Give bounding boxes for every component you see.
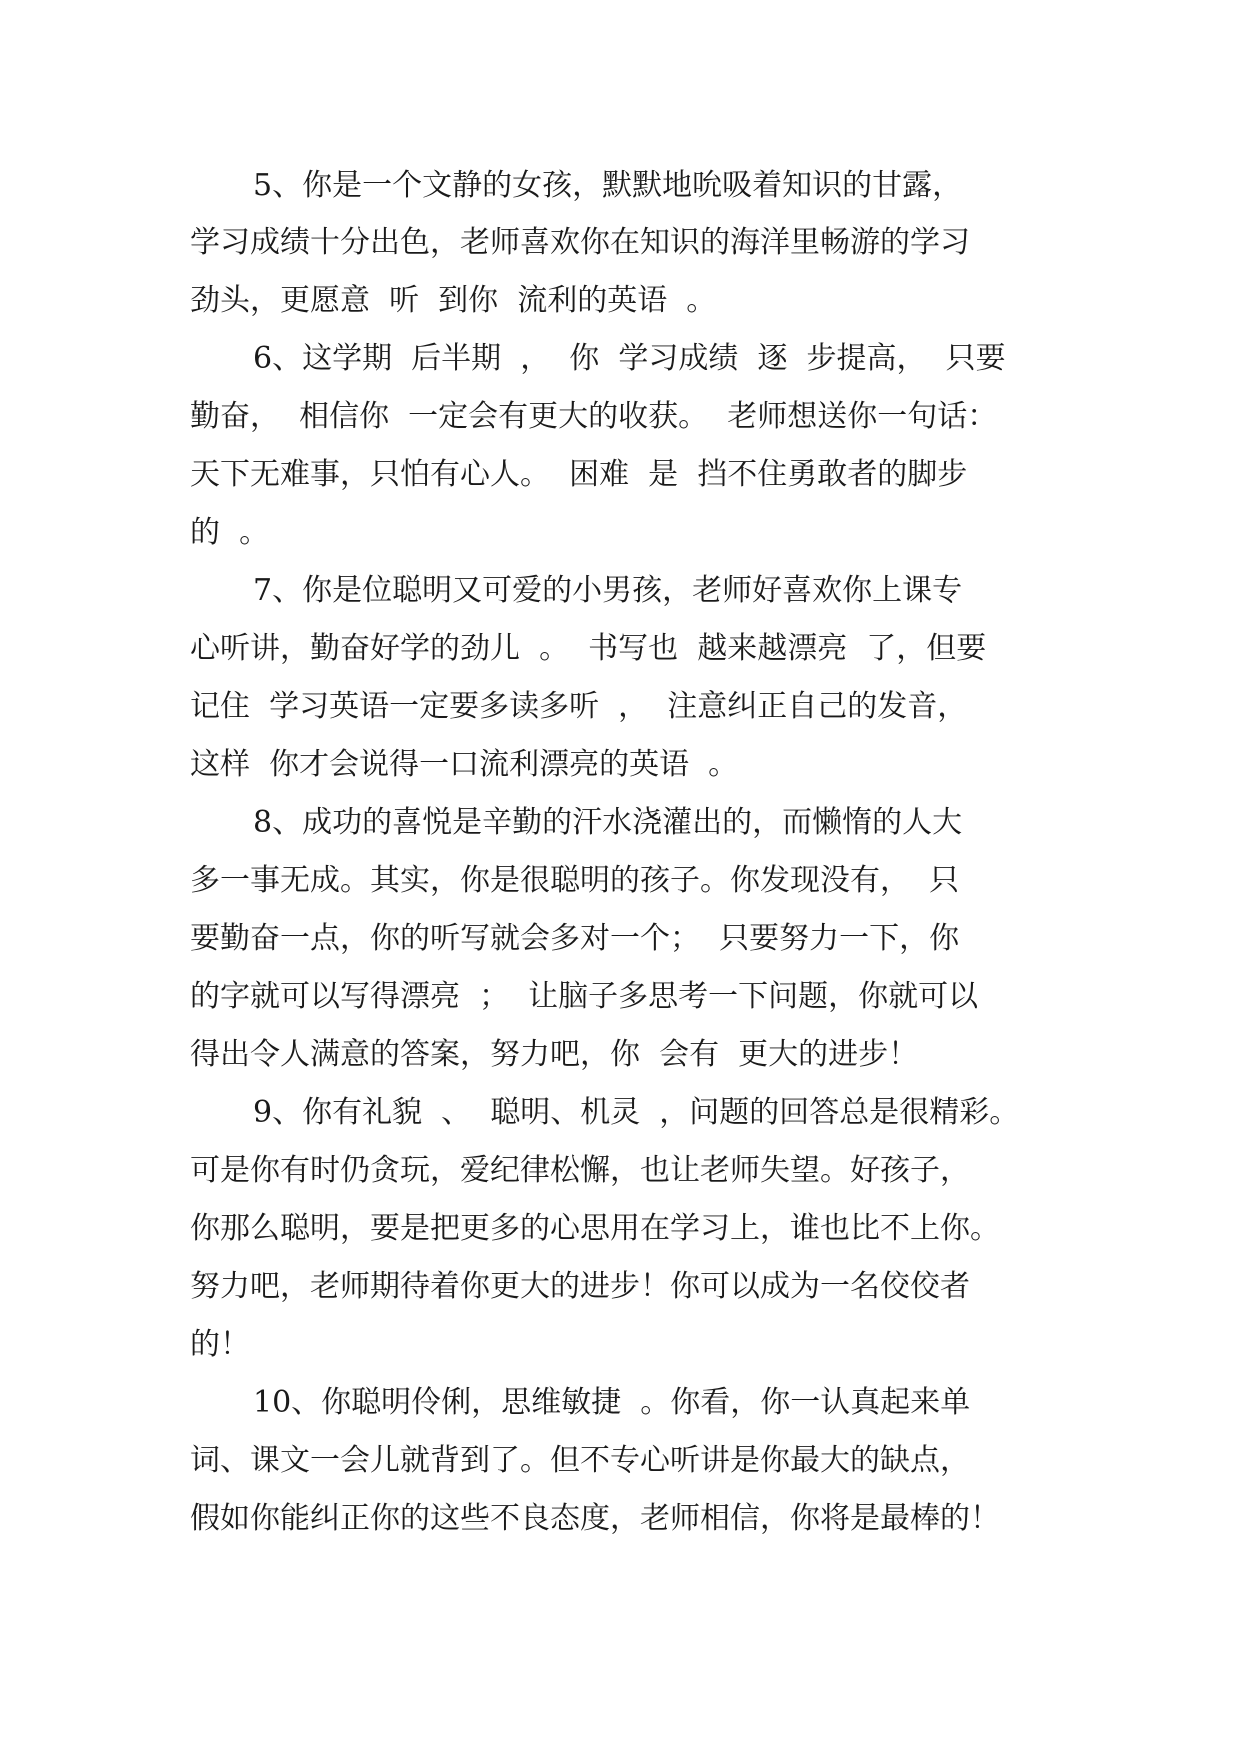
- paragraph-line: 9、你有礼貌 、 聪明、机灵 ，问题的回答总是很精彩。: [253, 1095, 1020, 1130]
- paragraph-line: 天下无难事，只怕有心人。 困难 是 挡不住勇敢者的脚步: [190, 457, 968, 492]
- paragraph-line: 心听讲，勤奋好学的劲儿 。 书写也 越来越漂亮 了，但要: [190, 631, 987, 666]
- paragraph-line: 记住 学习英语一定要多读多听 ， 注意纠正自己的发音，: [190, 689, 968, 724]
- paragraph-line: 多一事无成。其实，你是很聪明的孩子。你发现没有， 只: [190, 863, 960, 898]
- paragraph-line: 勤奋， 相信你 一定会有更大的收获。 老师想送你一句话：: [190, 399, 998, 434]
- paragraph-line: 7、你是位聪明又可爱的小男孩，老师好喜欢你上课专: [253, 573, 963, 608]
- paragraph-line: 5、你是一个文静的女孩，默默地吮吸着知识的甘露，: [253, 168, 963, 203]
- paragraph-line: 得出令人满意的答案，努力吧，你 会有 更大的进步！: [190, 1037, 919, 1072]
- paragraph-line: 8、成功的喜悦是辛勤的汗水浇灌出的，而懒惰的人大: [253, 805, 963, 840]
- paragraph-line: 的 。: [190, 515, 270, 550]
- paragraph-line: 可是你有时仍贪玩，爱纪律松懈，也让老师失望。好孩子，: [190, 1153, 970, 1188]
- paragraph-line: 10、你聪明伶俐，思维敏捷 。你看，你一认真起来单: [253, 1385, 971, 1420]
- paragraph-line: 这样 你才会说得一口流利漂亮的英语 。: [190, 747, 739, 782]
- paragraph-line: 6、这学期 后半期 ， 你 学习成绩 逐 步提高， 只要: [253, 341, 1006, 376]
- paragraph-line: 要勤奋一点，你的听写就会多对一个； 只要努力一下，你: [190, 921, 960, 956]
- paragraph-line: 劲头，更愿意 听 到你 流利的英语 。: [190, 283, 717, 318]
- paragraph-line: 你那么聪明，要是把更多的心思用在学习上，谁也比不上你。: [190, 1211, 1000, 1246]
- paragraph-line: 的字就可以写得漂亮 ； 让脑子多思考一下问题，你就可以: [190, 979, 979, 1014]
- paragraph-line: 努力吧，老师期待着你更大的进步！你可以成为一名佼佼者: [190, 1269, 970, 1304]
- paragraph-line: 学习成绩十分出色，老师喜欢你在知识的海洋里畅游的学习: [190, 225, 970, 260]
- paragraph-line: 假如你能纠正你的这些不良态度，老师相信，你将是最棒的！: [190, 1501, 1000, 1536]
- paragraph-line: 词、课文一会儿就背到了。但不专心听讲是你最大的缺点，: [190, 1443, 970, 1478]
- paragraph-line: 的！: [190, 1327, 250, 1362]
